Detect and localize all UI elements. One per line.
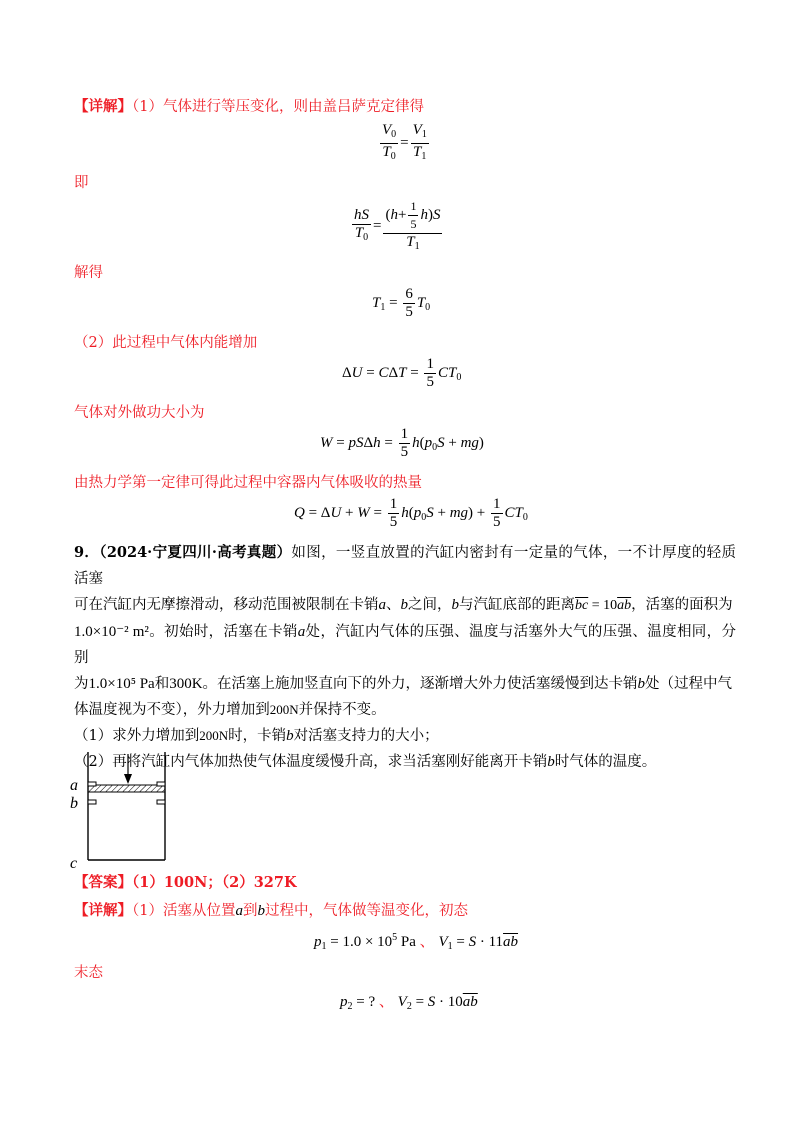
problem-9 xyxy=(74,540,736,775)
word-jiede: 解得 xyxy=(74,265,103,281)
detail2-line-1: 【详解】（1）活塞从位置a到b过程中，气体做等温变化，初态 xyxy=(74,902,468,919)
label-a: a xyxy=(70,777,78,794)
label-c: c xyxy=(70,855,78,870)
answer-text: （1）100N；（2）327K xyxy=(132,874,297,891)
equation-final-state: $p_2$ = ? 、 $V_2 = S \cdot 10\overline{ab}$ xyxy=(340,994,478,1012)
problem-line-2: 可在汽缸内无摩擦滑动，移动范围被限制在卡销a、b之间，b与汽缸底部的距离$\overline{bc} = 10\overline{ab}$，活塞的面积为 xyxy=(74,597,733,613)
problem-number: 9． xyxy=(74,544,100,561)
equation-work: W = pSΔh = $\frac{1}{5}$ $h(p_0S + mg)$ xyxy=(320,426,484,460)
label-b: b xyxy=(70,795,78,812)
question-2: （2）再将汽缸内气体加热使气体温度缓慢升高，求当活塞刚好能离开卡销b时气体的温度。 xyxy=(74,754,657,770)
problem-source: （2024·宁夏四川·高考真题） xyxy=(99,544,292,561)
latch-a-left xyxy=(88,782,96,786)
latch-a-right xyxy=(157,782,165,786)
problem-line-3: 1.0×10⁻² m²。初始时，活塞在卡销a处，汽缸内气体的压强、温度与活塞外大气的压强、温度相同，分别 xyxy=(74,624,737,666)
force-arrow xyxy=(124,754,132,784)
temperature-value: 300K xyxy=(169,676,203,692)
cylinder-figure xyxy=(66,752,186,870)
piston xyxy=(88,785,165,792)
latch-b-left xyxy=(88,800,96,804)
question-1: （1）求外力增加到200N时，卡销b对活塞支持力的大小； xyxy=(74,728,439,744)
equation-charles-law: $\frac{V_0}{T_0}$ = $\frac{V_1}{T_1}$ xyxy=(382,122,427,162)
detail-line-4: 由热力学第一定律可得此过程中容器内气体吸收的热量 xyxy=(74,475,422,491)
equation-internal-energy: ΔU = CΔT = $\frac{1}{5}$ $CT_0$ xyxy=(342,356,462,390)
equation-T1: $T_1$ = $\frac{6}{5}$ $T_0$ xyxy=(372,286,431,320)
word-modai: 末态 xyxy=(74,965,103,981)
detail-line-2: （2）此过程中气体内能增加 xyxy=(74,335,258,351)
equation-initial-state: $p_1 = 1.0 \times 10^5$ Pa 、 $V_1 = S \cdot 11\overline{ab}$ xyxy=(314,932,519,952)
equation-heat: Q = ΔU + W = $\frac{1}{5}$ $h(p_0S + mg)$ + $\frac{1}{5}$ $CT_0$ xyxy=(294,496,528,530)
detail-tag: 【详解】 xyxy=(74,98,132,115)
pressure-value: 1.0×10⁵ Pa xyxy=(88,676,155,692)
problem-line-4: 为1.0×10⁵ Pa和300K。在活塞上施加竖直向下的外力，逐渐增大外力使活塞缓慢到达卡销b处（过程中气 xyxy=(74,676,733,692)
latch-b-right xyxy=(157,800,165,804)
problem-line-5: 体温度视为不变），外力增加到200N并保持不变。 xyxy=(74,702,386,718)
answer-tag: 【答案】 xyxy=(74,874,132,891)
detail-text: （1）气体进行等压变化，则由盖吕萨克定律得 xyxy=(132,99,424,115)
cylinder-walls xyxy=(88,752,165,860)
detail-line-3: 气体对外做功大小为 xyxy=(74,405,205,421)
answer-line xyxy=(74,872,297,894)
detail-line-1 xyxy=(74,96,424,118)
area-value: 1.0×10⁻² m² xyxy=(74,624,149,640)
equation-volume-ratio: $\frac{hS}{T_0}$ = (h+ $\frac{1}{5}$ h)S $T_1$ xyxy=(354,199,441,252)
word-ji: 即 xyxy=(74,175,89,191)
problem-line-1: 9．（2024·宁夏四川·高考真题）如图，一竖直放置的汽缸内密封有一定量的气体，一不计厚度的轻质活塞 xyxy=(74,544,736,587)
force-value: 200N xyxy=(269,702,299,717)
